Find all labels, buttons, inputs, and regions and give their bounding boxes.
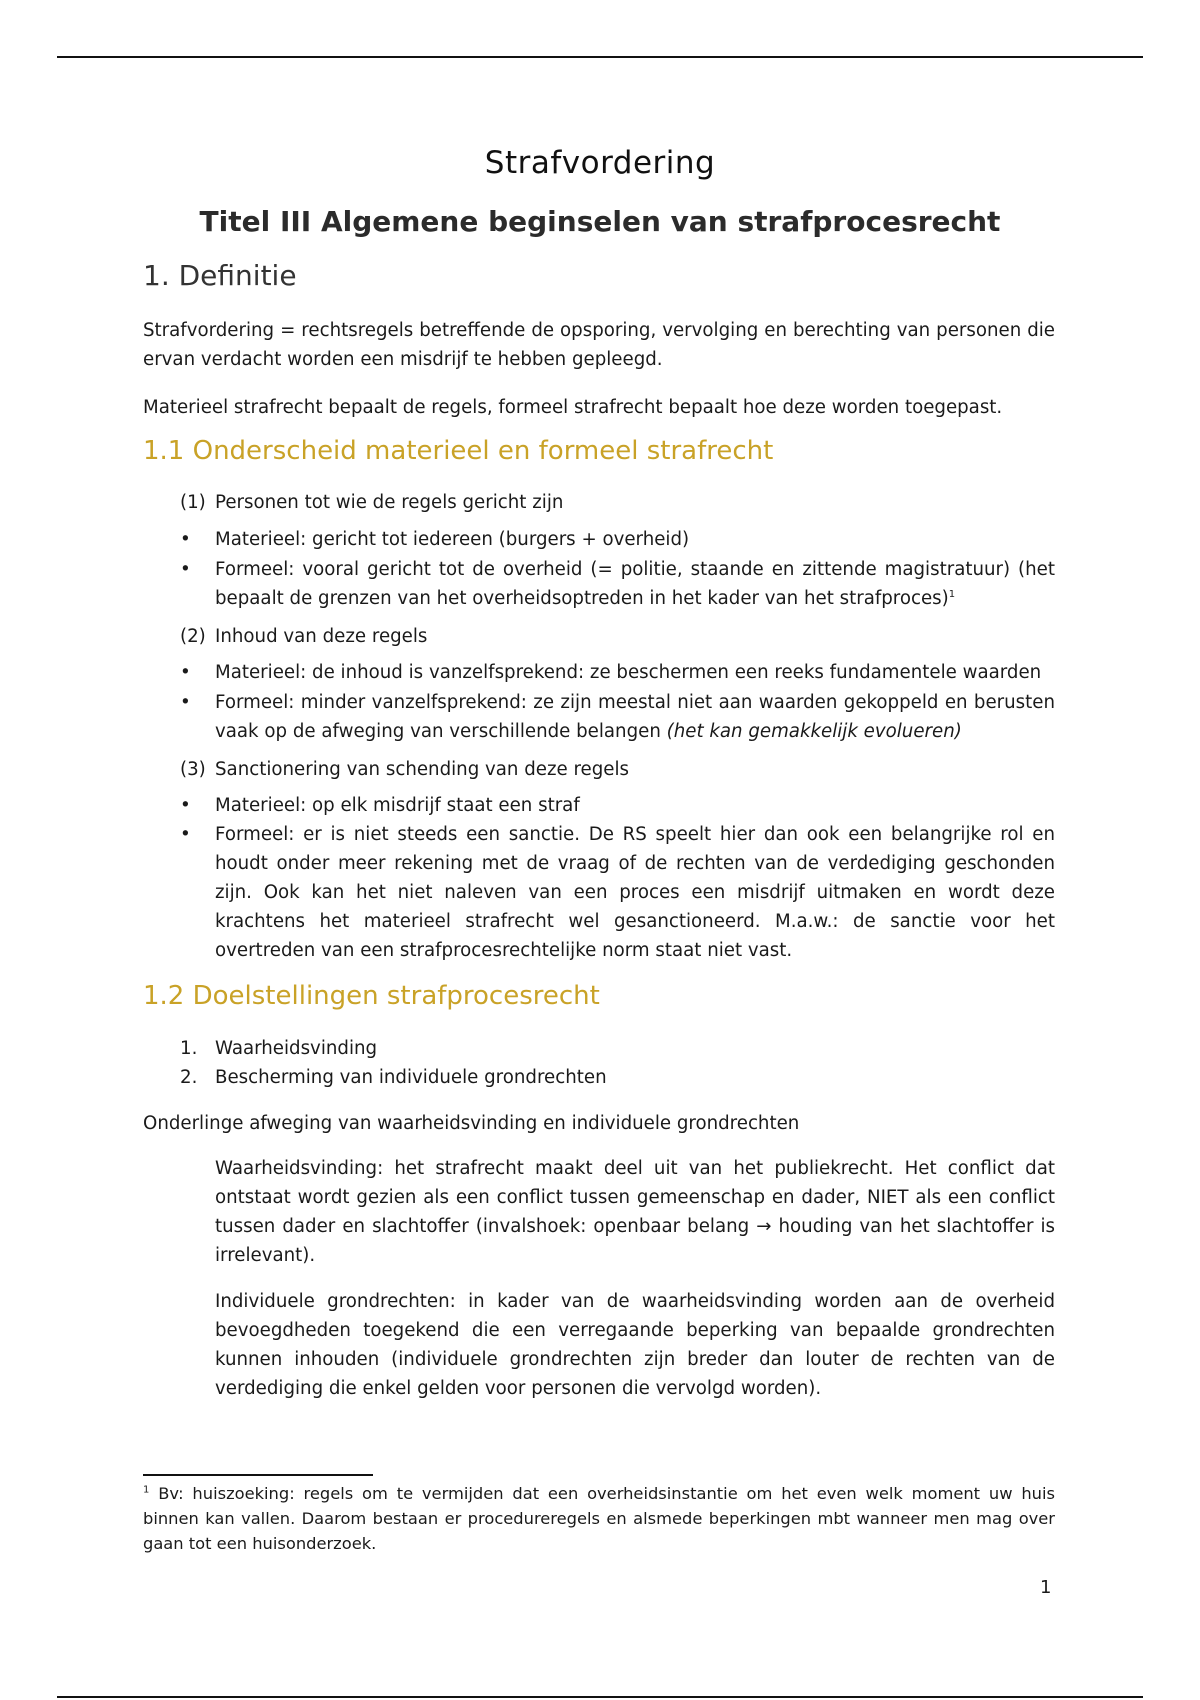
bottom-rule	[57, 1696, 1143, 1698]
document-subtitle: Titel III Algemene beginselen van strafprocesrecht	[199, 205, 1001, 238]
goal-1-text: Waarheidsvinding	[215, 1038, 378, 1059]
grondrechten-paragraph: Individuele grondrechten: in kader van de waarheidsvinding worden aan de overheid bevoegdheden toegekend die een verregaande beperking van bepaalde grondrechten kunnen inhouden (individuele grondrechten zijn breder dan louter de rechten van de verdediging die enkel gelden voor personen die vervolgd worden).	[215, 1291, 1055, 1399]
bullet-icon: •	[180, 662, 191, 683]
point-2-bullet-b-wrap	[215, 688, 1055, 746]
bullet-icon: •	[180, 559, 191, 580]
point-2-bullet-b-italic: (het kan gemakkelijk evolueren)	[666, 721, 962, 742]
point-2-bullet-a: Materieel: de inhoud is vanzelfsprekend: ze beschermen een reeks fundamentele waarden	[215, 662, 1042, 683]
goal-1-marker: 1.	[180, 1038, 198, 1059]
bullet-icon: •	[180, 824, 191, 845]
point-2-label: Inhoud van deze regels	[215, 626, 428, 647]
footnote-separator	[143, 1474, 373, 1476]
materieel-formeel-paragraph: Materieel strafrecht bepaalt de regels, formeel strafrecht bepaalt hoe deze worden toegepast.	[143, 397, 1003, 418]
point-3-marker: (3)	[180, 759, 206, 780]
footnote	[143, 1481, 1055, 1556]
heading-definitie: 1. Definitie	[143, 259, 297, 292]
point-1-marker: (1)	[180, 492, 206, 513]
goal-2-marker: 2.	[180, 1067, 198, 1088]
document-title: Strafvordering	[484, 145, 716, 181]
top-rule	[57, 56, 1143, 58]
point-3-bullet-a: Materieel: op elk misdrijf staat een straf	[215, 795, 580, 816]
point-1-bullet-b-wrap	[215, 555, 1055, 613]
heading-doelstellingen: 1.2 Doelstellingen strafprocesrecht	[143, 981, 600, 1011]
heading-onderscheid: 1.1 Onderscheid materieel en formeel strafrecht	[143, 436, 774, 466]
bullet-icon: •	[180, 529, 191, 550]
footnote-number: 1	[143, 1484, 150, 1496]
bullet-icon: •	[180, 795, 191, 816]
bullet-icon: •	[180, 692, 191, 713]
point-1-bullet-b: Formeel: vooral gericht tot de overheid (= politie, staande en zittende magistratuur) (het bepaalt de grenzen van het overheidsoptreden in het kader van het strafproces)	[215, 559, 1055, 609]
point-1-label: Personen tot wie de regels gericht zijn	[215, 492, 564, 513]
point-3-bullet-b: Formeel: er is niet steeds een sanctie. De RS speelt hier dan ook een belangrijke rol en houdt onder meer rekening met de vraag of de rechten van de verdediging geschonden zijn. Ook kan het niet naleven van een proces een misdrijf uitmaken en wordt deze krachtens het materieel strafrecht wel gesanctioneerd. M.a.w.: de sanctie voor het overtreden van een strafprocesrechtelijke norm staat niet vast.	[215, 824, 1055, 961]
footnote-text: Bv: huiszoeking: regels om te vermijden dat een overheidsinstantie om het even welk moment uw huis binnen kan vallen. Daarom bestaan er procedureregels en alsmede beperkingen mbt wanneer men mag over gaan tot een huisonderzoek.	[143, 1484, 1055, 1553]
point-2-marker: (2)	[180, 626, 206, 647]
waarheidsvinding-paragraph: Waarheidsvinding: het strafrecht maakt deel uit van het publiekrecht. Het conflict dat ontstaat wordt gezien als een conflict tussen gemeenschap en dader, NIET als een conflict tussen dader en slachtoffer (invalshoek: openbaar belang → houding van het slachtoffer is irrelevant).	[215, 1158, 1055, 1266]
afweging-paragraph: Onderlinge afweging van waarheidsvinding en individuele grondrechten	[143, 1113, 800, 1134]
page-number: 1	[1040, 1577, 1052, 1598]
goal-2-text: Bescherming van individuele grondrechten	[215, 1067, 607, 1088]
point-1-bullet-a: Materieel: gericht tot iedereen (burgers + overheid)	[215, 529, 690, 550]
point-3-label: Sanctionering van schending van deze regels	[215, 759, 630, 780]
footnote-reference[interactable]: 1	[948, 588, 956, 600]
point-2-bullet-b: Formeel: minder vanzelfsprekend: ze zijn meestal niet aan waarden gekoppeld en berusten vaak op de afweging van verschillende belangen	[215, 692, 1055, 742]
definition-paragraph: Strafvordering = rechtsregels betreffende de opsporing, vervolging en berechting van personen die ervan verdacht worden een misdrijf te hebben gepleegd.	[143, 320, 1055, 370]
